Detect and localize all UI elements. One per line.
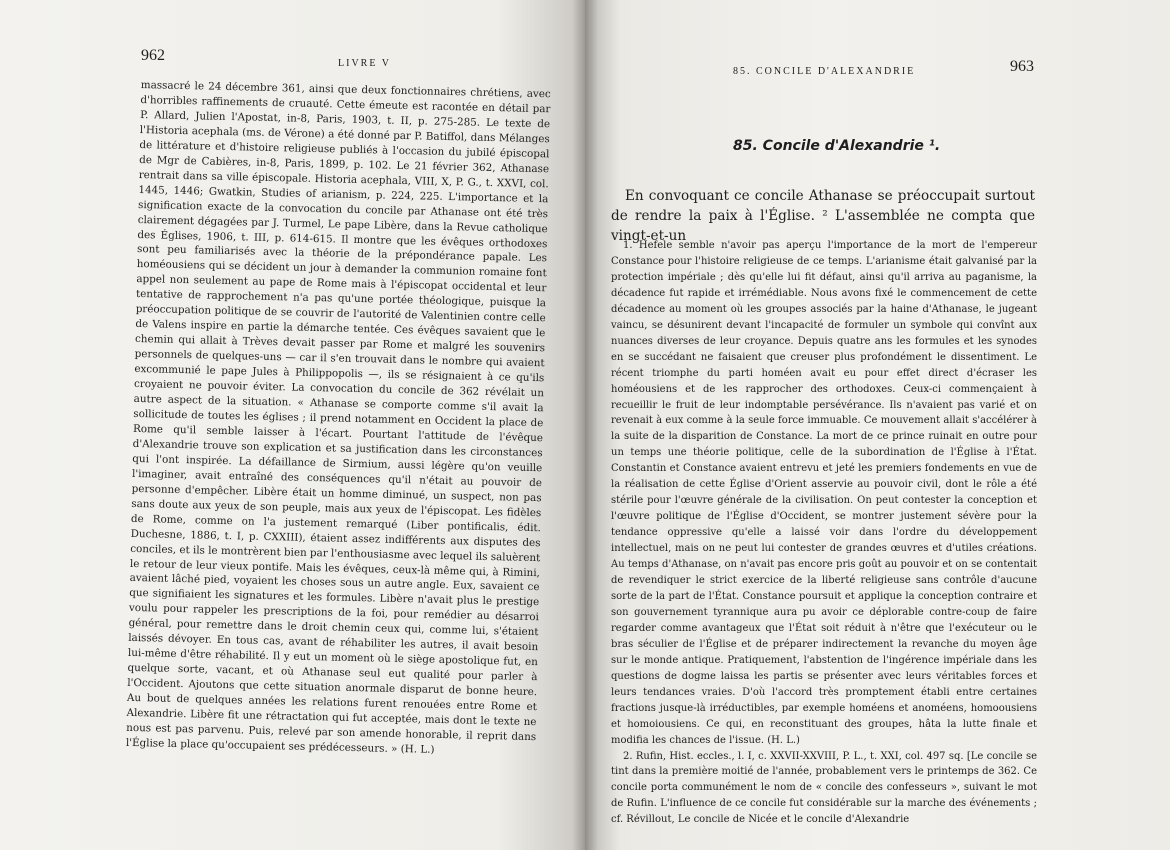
right-page <box>585 0 1170 850</box>
right-running-head: 85. CONCILE D'ALEXANDRIE <box>733 66 916 77</box>
footnote-2: 2. Rufin, Hist. eccles., l. I, c. XXVII-XXVIII, P. L., t. XXI, col. 497 sq. [Le concile se tint dans la première moitié de l'année, probablement vers le printemps de 362. Ce concile porta communément le nom de « concile des confesseurs », suivant le mot de Rufin. L'influence de ce concile fut considérable sur la marche des événements ; cf. Révillout, Le concile de Nicée et le concile d'Alexandrie <box>611 750 1037 826</box>
book-gutter <box>572 0 598 850</box>
left-page-number: 962 <box>141 47 165 64</box>
footnote-1: 1. Hefele semble n'avoir pas aperçu l'importance de la mort de l'empereur Constance pour l'histoire religieuse de ce temps. L'arianisme était galvanisé par la protection impériale ; dès qu'elle lui fit défaut, ainsi qu'il arriva au paganisme, la décadence fut rapide et irrémédiable. Nous avons fixé le commencement de cette décadence au moment où les groupes associés par la haine d'Athanase, le jugeant vaincu, se désunirent devant l'incapacité de formuler un symbole qui convînt aux nuances diverses de leur croyance. Depuis quatre ans les formules et les synodes en se succédant ne faisaient que creuser plus profondément le dissentiment. Le récent triomphe du parti homéen avait eu pour effet direct d'écraser les homéousiens et de les rapprocher des orthodoxes. Ceux-ci commençaient à recueillir le fruit de leur indomptable persévérance. Ils n'avaient pas varié et on revenait à eux comme à la seule force immuable. Ce mouvement allait s'accélérer à la suite de la disparition de Constance. La mort de ce prince ruinait en outre pour un temps une théorie politique, celle de la subordination de l'Église à l'État. Constantin et Constance avaient entrevu et jeté les premiers fondements en vue de la réalisation de cette Église d'Orient asservie au pouvoir civil, dont le rôle a été stérile pour l'œuvre générale de la civilisation. On peut contester la conception et l'œuvre politique de l'Église d'Occident, se montrer justement sévère pour la tendance oppressive qu'elle a laissé voir dans l'ordre du développement intellectuel, mais on ne peut lui contester de grandes œuvres et d'utiles créations. Au temps d'Athanase, on n'avait pas encore pris goût au pouvoir et on se contentait de revendiquer le strict exercice de la liberté religieuse sans contrôle d'aucune sorte de la part de l'État. Constance poursuit et applique la conception contraire et son gouvernement tyrannique aura pu avoir ce déplorable contre-coup de faire regarder comme avantageux que l'État soit réduit à n'être que l'exécuteur ou le bras séculier de l'Église et de préparer indirectement la revanche du moyen âge sur le monde antique. Pratiquement, l'abstention de l'ingérence impériale dans les questions de dogme laissa les partis se présenter avec leurs véritables forces et leurs tendances vraies. D'où l'accord très promptement établi entre certaines fractions jusque-là irréductibles, par exemple homéens et anoméens, homoousiens et homoiousiens. Ce qui, en reconstituant des groupes, hâta la lutte finale et modifia les chances de l'issue. (H. L.) <box>611 240 1037 746</box>
footnotes <box>611 238 1037 828</box>
section-title: 85. Concile d'Alexandrie ¹. <box>733 138 941 154</box>
left-page-body <box>126 78 551 760</box>
left-page-text: massacré le 24 décembre 361, ainsi que deux fonctionnaires chrétiens, avec d'horribles raffinements de cruauté. Cette émeute est racontée en détail par P. Allard, Julien l'Apostat, in-8, Paris, 1903, t. II, p. 275-285. Le texte de l'Historia acephala (ms. de Vérone) a été donné par P. Batiffol, dans Mélanges de littérature et d'histoire religieuse publiés à l'occasion du jubilé épiscopal de Mgr de Cabières, in-8, Paris, 1899, p. 102. Le 21 février 362, Athanase rentrait dans sa ville épiscopale. Historia acephala, VIII, X, P. G., t. XXVI, col. 1445, 1446; Gwatkin, Studies of arianism, p. 224, 225. L'importance et la signification exacte de la convocation du concile par Athanase ont été très clairement dégagées par J. Turmel, Le pape Libère, dans la Revue catholique des Églises, 1906, t. III, p. 614-615. Il montre que les évêques orthodoxes sont peu familiarisés avec la théorie de la prépondérance papale. Les homéousiens qui se décident un jour à demander la communion romaine font appel non seulement au pape de Rome mais à l'épiscopat occidental et leur tentative de rapprochement n'a pas qu'une portée théologique, puisque la préoccupation politique de se couvrir de l'autorité de Valentinien contre celle de Valens inspire en partie la démarche tentée. Ces évêques savaient que le chemin qui allait à Trèves devait passer par Rome et malgré les souvenirs personnels de quelques-uns — car il s'en trouvait dans le nombre qui avaient excommunié le pape Jules à Philippopolis —, ils se résignaient à ce qu'ils croyaient ne pouvoir éviter. La convocation du concile de 362 révélait un autre aspect de la situation. « Athanase se comporte comme s'il avait la sollicitude de toutes les églises ; il prend notamment en Occident la place de Rome qu'il semble laisser à l'écart. Pourtant l'attitude de l'évêque d'Alexandrie trouve son explication et sa justification dans les circonstances qui l'ont inspirée. La défaillance de Sirmium, aussi légère qu'on veuille l'imaginer, avait entraîné des conséquences qu'il n'était au pouvoir de personne d'empêcher. Libère était un homme diminué, un suspect, non pas sans doute aux yeux de son peuple, mais aux yeux de l'épiscopat. Les fidèles de Rome, comme on l'a justement remarqué (Liber pontificalis, édit. Duchesne, 1886, t. I, p. CXXIII), étaient assez indifférents aux disputes des conciles, et ils le montrèrent bien par l'enthousiasme avec lequel ils saluèrent le retour de leur vieux pontife. Mais les évêques, ceux-là même qui, à Rimini, avaient lâché pied, voyaient les choses sous un autre angle. Eux, savaient ce que signifiaient les signatures et les formules. Libère n'avait plus le prestige voulu pour rappeler les prescriptions de la foi, pour remédier au désarroi général, pour remettre dans le droit chemin ceux qui, comme lui, s'étaient laissés dévoyer. En tous cas, avant de réhabiliter les autres, il avait besoin lui-même d'être réhabilité. Il y eut un moment où le siège apostolique fut, en quelque sorte, vacant, et où Athanase seul eut qualité pour parler à l'Occident. Ajoutons que cette situation anormale disparut de bonne heure. Au bout de quelques années les relations furent renouées entre Rome et Alexandrie. Libère fit une rétractation qui fut acceptée, mais dont le texte ne nous est pas parvenu. Puis, relevé par son amende honorable, il reprit dans l'Église la place qu'occupaient ses prédécesseurs. » (H. L.) <box>125 78 551 756</box>
left-running-head: LIVRE V <box>338 58 391 69</box>
section-intro: En convoquant ce concile Athanase se préoccupait surtout de rendre la paix à l'Église. ² L'assemblée ne compta que vingt-et-un <box>611 188 1035 244</box>
right-page-number: 963 <box>1010 58 1034 75</box>
